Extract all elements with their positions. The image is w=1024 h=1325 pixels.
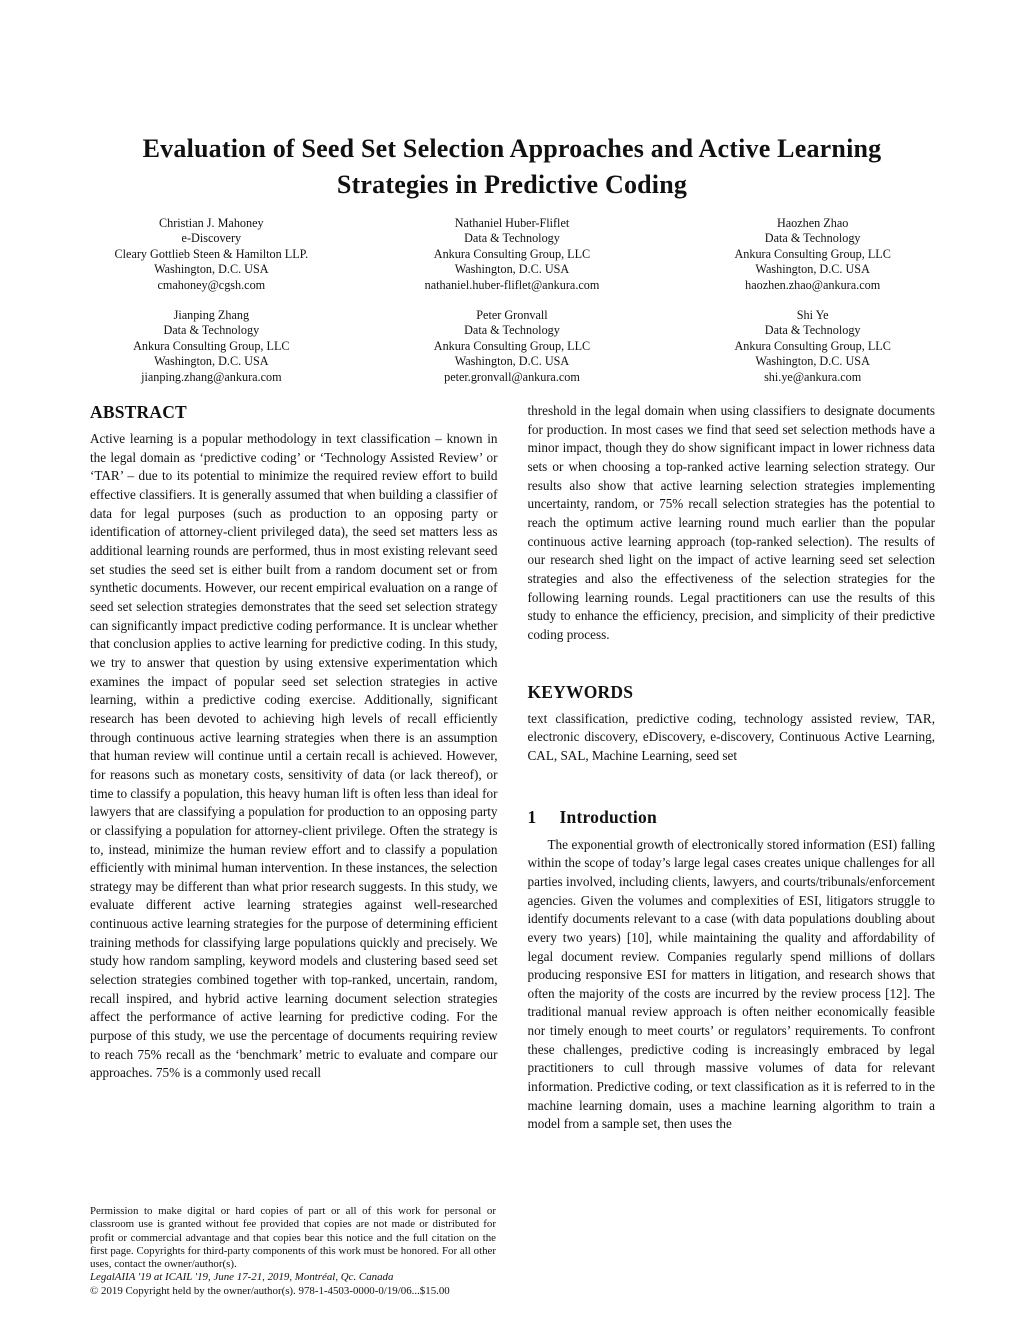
footnote-conference: LegalAIIA '19 at ICAIL '19, June 17-21, 2019, Montréal, Qc. Canada: [90, 1271, 394, 1284]
author-org: Ankura Consulting Group, LLC: [734, 246, 891, 261]
author-email: jianping.zhang@ankura.com: [141, 369, 282, 384]
author-org: Ankura Consulting Group, LLC: [133, 338, 290, 353]
introduction-text: The exponential growth of electronically stored information (ESI) falling within the scope of today’s large legal cases creates unique challenges for all parties involved, including clients, lawyers, and courts/tribunals/enforcement agencies. Given the volumes and complexities of ESI, litigators struggle to identify documents relevant to a case (with data populations doubling about every two years) [10], while maintaining the quality and affordability of legal document review. Companies regularly spend millions of dollars producing responsive ESI for matters in litigation, and research shows that often the majority of the costs are incurred by the review process [12]. The traditional manual review approach is often neither economically feasible nor timely enough to meet courts’ or regulators’ requirements. To confront these challenges, predictive coding is increasingly embraced by legal practitioners to cull through massive volumes of data for relevant information. Predictive coding, or text classification as it is referred to in the machine learning domain, uses a machine learning algorithm to train a model from a sample set, then uses the: [527, 836, 935, 1132]
author-block: [362, 216, 663, 293]
footnote-copyright: © 2019 Copyright held by the owner/author(s). 978-1-4503-0000-0/19/06...$15.00: [90, 1284, 450, 1297]
footnote-permission: Permission to make digital or hard copies of part or all of this work for personal or classroom use is granted without fee provided that copies are not made or distributed for profit or commercial advantage and that copies bear this notice and the full citation on the first page. Copyrights for third-party components of this work must be honored. For all other uses, contact the owner/author(s).: [90, 1205, 496, 1271]
author-email: nathaniel.huber-fliflet@ankura.com: [424, 277, 600, 292]
author-org: Cleary Gottlieb Steen & Hamilton LLP.: [114, 246, 309, 261]
author-block: [662, 308, 963, 385]
author-org: Ankura Consulting Group, LLC: [433, 246, 591, 261]
abstract-heading: ABSTRACT: [90, 402, 187, 423]
author-location: Washington, D.C. USA: [454, 354, 570, 369]
author-name: Shi Ye: [796, 308, 829, 323]
author-name: Nathaniel Huber-Fliflet: [454, 216, 570, 230]
author-location: Washington, D.C. USA: [755, 262, 870, 277]
author-email: haozhen.zhao@ankura.com: [745, 277, 881, 292]
author-name: Peter Gronvall: [476, 308, 548, 323]
author-name: Haozhen Zhao: [776, 216, 849, 230]
author-block: [362, 308, 663, 385]
paper-title: [0, 0, 1024, 203]
author-dept: Data & Technology: [464, 231, 560, 246]
author-email: shi.ye@ankura.com: [764, 369, 862, 384]
author-name: Jianping Zhang: [173, 308, 250, 323]
author-dept: Data & Technology: [764, 323, 861, 338]
right-column: [528, 402, 936, 1134]
keywords-text: text classification, predictive coding, technology assisted review, TAR, electronic discovery, eDiscovery, e-discovery, Continuous Active Learning, CAL, SAL, Machine Learning, seed set: [527, 710, 935, 763]
author-dept: Data & Technology: [764, 231, 861, 246]
author-location: Washington, D.C. USA: [454, 262, 570, 277]
author-email: cmahoney@cgsh.com: [157, 277, 266, 292]
abstract-continuation-text: threshold in the legal domain when using classifiers to designate documents for production. In most cases we find that seed set selection methods have a minor impact, though they do show significant impact in lower richness data sets or when choosing a top-ranked active learning selection strategy. Our results also show that active learning selection strategies implementing uncertainty, random, or 75% recall selection strategies has the potential to reach the optimum active learning round much earlier than the popular continuous active learning approach (top-ranked selection). The results of our research shed light on the impact of active learning seed set selection strategies and also the effectiveness of the selection strategies for the following learning rounds. Legal practitioners can use the results of this study to enhance the efficiency, precision, and simplicity of their predictive coding process.: [527, 403, 935, 642]
paper-title-line-2: Strategies in Predictive Coding: [336, 170, 688, 199]
author-org: Ankura Consulting Group, LLC: [433, 338, 591, 353]
section-title: Introduction: [559, 806, 657, 827]
author-block: [61, 216, 362, 293]
author-block: [61, 308, 362, 385]
left-column: [90, 402, 498, 1134]
author-block: [662, 216, 963, 293]
body-columns: [90, 402, 935, 1134]
author-dept: e-Discovery: [181, 231, 242, 246]
introduction-heading: [528, 807, 936, 828]
keywords-heading: KEYWORDS: [527, 681, 634, 702]
author-dept: Data & Technology: [464, 323, 560, 338]
author-location: Washington, D.C. USA: [755, 354, 870, 369]
section-number: 1: [527, 806, 537, 827]
author-location: Washington, D.C. USA: [154, 262, 269, 277]
abstract-text: Active learning is a popular methodology in text classification – known in the legal domain as ‘predictive coding’ or ‘Technology Assisted Review’ or ‘TAR’ – due to its potential to minimize the required review effort to build effective classifiers. It is generally assumed that when building a classifier of data for legal purposes (such as production to an opposing party or identification of attorney-client privileged data), the seed set matters less as additional learning rounds are performed, thus in most existing relevant seed set studies the seed set is either built from a random document set or from synthetic documents. However, our recent empirical evaluation on a range of seed set selection strategies demonstrates that the seed set selection strategy can significantly impact predictive coding performance. It is unclear whether that conclusion applies to active learning for predictive coding. In this study, we try to answer that question by using extensive experimentation which examines the impact of popular seed set selection strategies in active learning, within a predictive coding exercise. Additionally, significant research has been devoted to achieving high levels of recall efficiently through continuous active learning strategies when there is an assumption that human review will continue until a certain recall is achieved. However, for reasons such as monetary costs, sensitivity of data (or lack thereof), or time to classify a population, this heavy human lift is often less than ideal for lawyers that are classifying a population for production to an opposing party or classifying a population for attorney-client privilege. Often the strategy is to, instead, minimize the human review effort and to classify a population efficiently with minimal human intervention. In these instances, the selection strategy may be different than what prior research suggests. In this study, we evaluate different active learning strategies against well-researched continuous active learning strategies for the purpose of determining efficient training methods for classifying large populations quickly and precisely. We study how random sampling, keyword models and clustering based seed set selection strategies combined together with top-ranked, uncertain, random, recall inspired, and hybrid active learning document selection strategies affect the performance of active learning for predictive coding. For the purpose of this study, we use the percentage of documents requiring review to reach 75% recall as the ‘benchmark’ metric to evaluate and compare our approaches. 75% is a commonly used recall: [90, 431, 498, 1081]
author-dept: Data & Technology: [163, 323, 260, 338]
paper-title-line-1: Evaluation of Seed Set Selection Approaches and Active Learning: [142, 134, 882, 163]
authors-grid: [61, 216, 963, 385]
author-org: Ankura Consulting Group, LLC: [734, 338, 891, 353]
footnote-block: [90, 1205, 496, 1298]
author-email: peter.gronvall@ankura.com: [444, 369, 580, 384]
author-name: Christian J. Mahoney: [159, 216, 264, 230]
author-location: Washington, D.C. USA: [154, 354, 269, 369]
